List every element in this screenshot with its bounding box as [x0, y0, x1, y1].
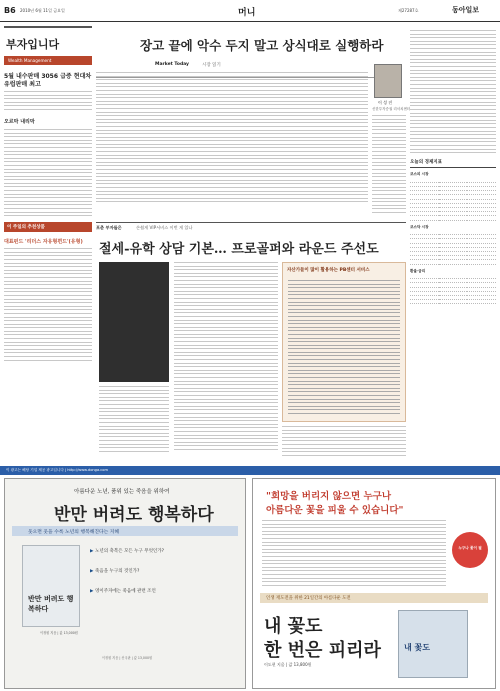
column-body-right [372, 115, 406, 216]
feature-photo [99, 262, 169, 382]
ad2-title-line-2: 아름다운 꽃을 피울 수 있습니다" [266, 505, 404, 516]
ad-bar-text: 이 광고는 해당 기업 제공 광고입니다 | http://www.donga.com [6, 468, 108, 472]
ad1-bar-text: 웃으면 웃을 수록 노년의 행복해진다는 지혜 [28, 530, 120, 535]
ad1-items [90, 548, 240, 594]
ad1-book-title: 반만 버려도 행복하다 [28, 595, 74, 613]
bullet-icon: ▶ [90, 589, 96, 594]
columnist-name: 이 성 진 [378, 100, 393, 105]
indicator-sub-kospi: 코스피 시장 [410, 172, 429, 177]
indicator-table-kospi [410, 178, 496, 220]
left-column-body [4, 91, 92, 110]
ad1-item-text: 노년의 축복은 모든 누구 무엇인가? [95, 549, 164, 554]
left-column-body-3 [4, 248, 92, 360]
feature-title: 절세-유학 상담 기본… 프로골퍼와 라운드 주선도 [99, 242, 379, 257]
columnist-photo [374, 64, 402, 98]
ad2-strip-text: 인생 재도전을 위한 21일간의 아름다운 도전 [266, 596, 351, 601]
header-date: 2010년 6월 11일 금요일 [20, 8, 65, 13]
ad1-item-text: 죽음을 누구의 것인가? [95, 569, 140, 574]
bullet-icon: ▶ [90, 549, 96, 554]
left-column-subheader: Wealth Management [4, 56, 92, 65]
ad1-item [90, 568, 240, 574]
indicator-table-kosdaq [410, 231, 496, 265]
feature-box-title: 자산가들이 많이 활용하는 PB센터 서비스 [287, 268, 370, 273]
indicator-sub-kosdaq: 코스닥 시장 [410, 224, 429, 229]
left-column-body-2 [4, 129, 92, 216]
indicator-sub-fx: 환율·금리 [410, 268, 426, 273]
left-box-heading: 이 주일의 추천상품 [4, 222, 92, 232]
column-sublabel: 시장 읽기 [202, 63, 221, 68]
ad2-title-4: 한 번은 피리라 [264, 640, 381, 661]
ad1-footer: 이정원 지음 | 신국판 | 값 13,000원 [101, 656, 153, 660]
newspaper-name: 동아일보 [452, 6, 480, 14]
feature-body-middle [174, 262, 278, 452]
ad2-book-title: 내 꽃도 [404, 643, 430, 652]
ad2-author: 이도현 지음 | 값 13,800원 [264, 662, 312, 667]
left-column-title: 5월 내수판매 3056 급증 현대차 유럽판매 최고 [4, 73, 92, 88]
right-column [410, 26, 496, 462]
ad2-title-line-1: "희망을 버리지 않으면 누구나 [266, 491, 391, 502]
feature-box-body [288, 280, 400, 417]
columnist-affiliation: 신한투자증권 리서치센터 [372, 107, 411, 111]
ad1-book-cover [22, 545, 80, 627]
feature-label: 포춘 부자들은 [96, 225, 122, 230]
column-body [96, 72, 368, 205]
right-column-body [410, 30, 496, 153]
column-label: Market Today [155, 62, 189, 67]
ad2-title-3: 내 꽃도 [264, 616, 323, 637]
indicator-table-fx [410, 275, 496, 305]
ad1-book-caption: 이정원 지음 | 값 13,000원 [40, 631, 78, 635]
ad1-item [90, 588, 240, 594]
bullet-icon: ▶ [90, 569, 96, 574]
ad2-badge-text: 누구나 꽃이 필 [458, 546, 482, 550]
ad1-tagline: 아름다운 노년, 품위 있는 죽음을 위하여 [74, 489, 170, 495]
left-sub-heading: 대표펀드 '리더스 자유형편드'(유형) [4, 239, 83, 246]
issue-number: 제27287호 [398, 8, 419, 13]
left-column-headline: 오르막 내리막 [4, 118, 35, 125]
left-column [4, 26, 92, 462]
ad1-title: 반만 버려도 행복하다 [54, 505, 214, 525]
page-number: B6 [4, 6, 16, 15]
ad1-item [90, 548, 240, 554]
indicator-heading: 오늘의 경제지표 [410, 159, 496, 168]
column-title: 장고 끝에 악수 두지 말고 상식대로 실행하라 [140, 38, 384, 53]
feature-kicker: 손쉽게 VIP서비스 이번 게 있나 [136, 225, 193, 230]
ad2-body [262, 520, 446, 588]
feature-body-right [282, 426, 406, 458]
left-column-header: 부자입니다 [4, 26, 92, 54]
ad1-item-text: 영이주자에는 죽음에 관련 조언 [95, 589, 156, 594]
section-title: 머니 [238, 8, 256, 18]
feature-body-left [99, 386, 169, 454]
